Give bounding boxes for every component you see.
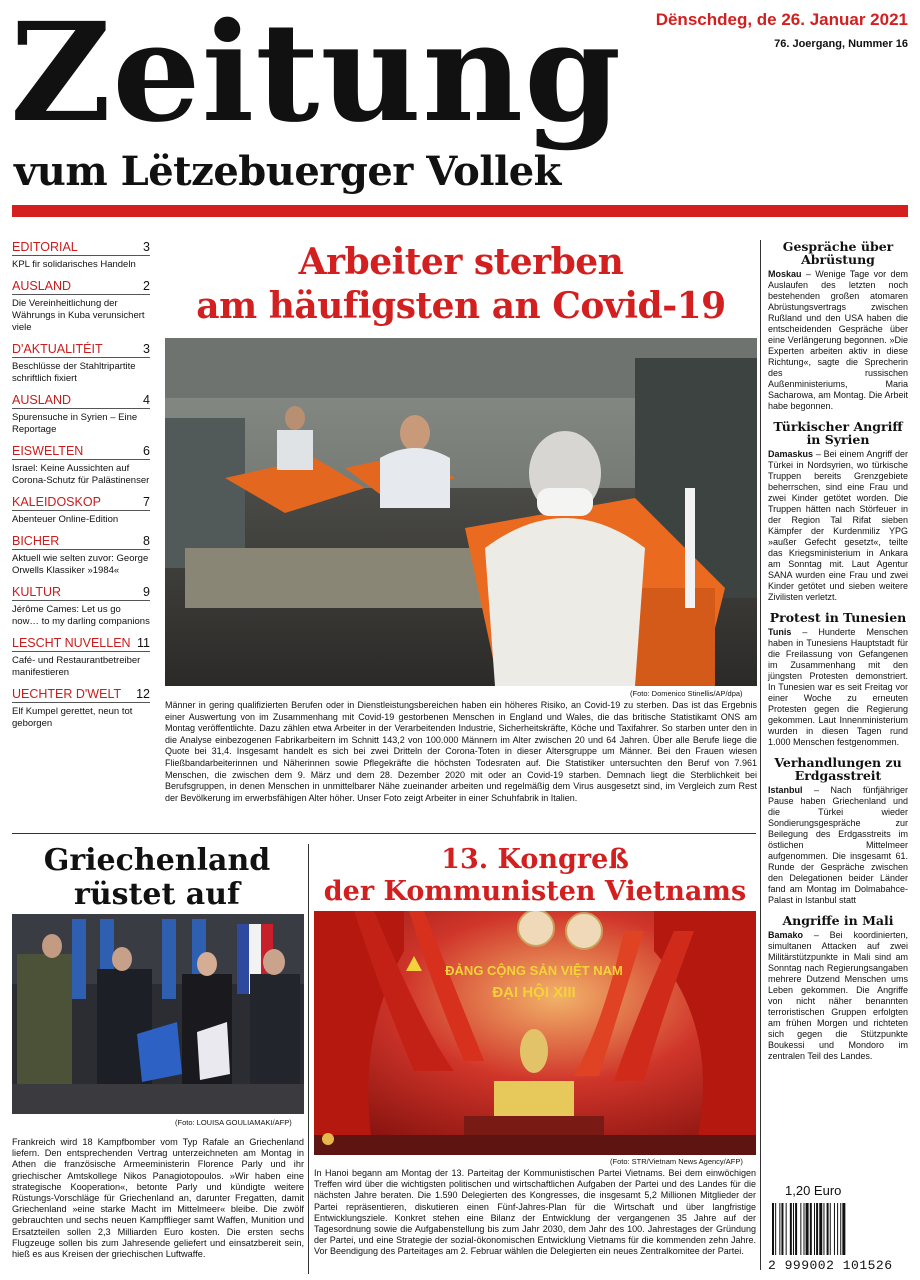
issue-number: 76. Joergang, Nummer 16 (774, 38, 908, 50)
toc-page-number: 3 (143, 240, 150, 254)
toc-page-number: 3 (143, 342, 150, 356)
toc-entry[interactable] (12, 393, 150, 436)
vietnam-headline[interactable] (314, 844, 756, 908)
barcode-bar (827, 1203, 829, 1255)
brief-item[interactable] (768, 914, 908, 1062)
barcode-bar (830, 1203, 831, 1255)
brief-text: – Hunderte Menschen haben in Tunesiens Hauptstadt für die Freilassung von Gefangenen im Zusammenhang mit den jüngsten Protesten demonstriert. In Tunesien war es seit Freitag vor einer Woche zu erneuten Protesten gegen die Regierung gekommen. Laut Innenministerium wurden in diesen Tagen rund 1.000 Menschen festgenommen. (768, 627, 908, 747)
brief-headline: Türkischer Angriff in Syrien (773, 419, 903, 447)
toc-page-number: 11 (137, 636, 150, 650)
brief-headline: Gespräche über Abrüstung (782, 239, 894, 267)
toc-section-name: EISWELTEN (12, 444, 84, 458)
brief-headline: Protest in Tunesien (769, 610, 907, 625)
toc-entry[interactable] (12, 534, 150, 577)
barcode-bar (790, 1203, 792, 1255)
column-divider (308, 844, 309, 1274)
brief-item[interactable] (768, 756, 908, 906)
barcode-bar (793, 1203, 794, 1255)
toc-page-number: 4 (143, 393, 150, 407)
barcode-bar (819, 1203, 822, 1255)
masthead-title: Zeitung (10, 0, 623, 153)
brief-dateline: Tunis (768, 627, 792, 637)
brief-dateline: Bamako (768, 930, 804, 940)
barcode-bar (786, 1203, 787, 1255)
toc-description: Beschlüsse der Stahltripartite schriftlich fixiert (12, 361, 136, 384)
brief-dateline: Damaskus (768, 449, 814, 459)
barcode-bar (823, 1203, 824, 1255)
toc-description: KPL fir solidarisches Handeln (12, 259, 136, 270)
toc-entry[interactable] (12, 495, 150, 526)
brief-text: – Bei einem Angriff der Türkei in Nordsyrien, wo türkische Truppen bereits Grenzgebiete beherrschen, sind eine Frau und zwei Kinder getötet worden. Die Truppen hätten nach Störfeuer in der Region Tal Rifat sieben Kämpfer der Kurdenmiliz YPG »außer Gefecht gesetzt«, teilte das Kriegsministerium in Ankara am Sonntag mit. Laut Agentur SANA wurden eine Frau und zwei Kinder getötet und sieben weitere Zivilisten verletzt. (768, 449, 908, 602)
toc-section-name: KALEIDOSKOP (12, 495, 101, 509)
barcode-bar (840, 1203, 841, 1255)
masthead-rule (12, 205, 908, 217)
barcode-bar (834, 1203, 835, 1255)
price: 1,20 Euro (785, 1183, 842, 1198)
barcode (770, 1203, 908, 1261)
brief-item[interactable] (768, 240, 908, 412)
toc-section-name: AUSLAND (12, 393, 72, 407)
toc-description: Café- und Restaurantbetreiber manifestieren (12, 655, 141, 678)
vietnam-photo (314, 911, 756, 1155)
greece-headline-line: rüstet auf (74, 877, 240, 912)
lead-photo (165, 338, 757, 686)
lead-body: Männer in gering qualifizierten Berufen oder in Dienstleistungsbereichen haben ein höheres Risiko, an Covid-19 zu sterben. Das ist das Ergebnis einer Auswertung von im Zusammenhang mit Covid-19 gestorbenen Menschen in England und Wales, die das britische Statistikamt ONS am Montag veröffentlichte. Dazu zählen etwa Arbeiter in der Verarbeitenden Industrie, Sicherheitskräfte, Köche und Taxifahrer. So starben unter den in die Analyse einbezogenen Fabrikarbeitern im Schnitt 143,2 von 100.000 Männern im Alter zwischen 20 und 64 Jahren. Über alle Berufe liege die Quote bei 31,4. Insgesamt handelt es sich bei zwei Dritteln der Corona-Toten in dieser Altersgruppe um Männer. Bei den Frauen wiesen Fließbandarbeiterinnen und Näherinnen sowie Pflegekräfte die höchsten Todesraten auf. Die Statistiker untersuchten den Beruf von 7.961 Menschen, die zwischen dem 9. März und dem 28. Dezember 2020 mit oder an Covid-19 starben. Demnach liegt die Sterblichkeit bei Berufsgruppen, in denen Menschen in unmittelbarer Nähe zueinander arbeiten und regelmäßig dem Virus ausgesetzt sind, im Vergleich zum Rest der Bevölkerung im erwerbsfähigen Alter höher. Unser Foto zeigt Arbeiter in einer Schuhfabrik in Italien. (165, 700, 757, 803)
vietnam-headline-line: 13. Kongreß (441, 844, 629, 875)
barcode-bar (842, 1203, 845, 1255)
toc-description: Abenteuer Online-Edition (12, 514, 119, 525)
barcode-bar (810, 1203, 812, 1255)
lead-headline-line: Arbeiter sterben (298, 241, 624, 283)
vietnam-banner-line: ĐẢNG CỘNG SẢN VIỆT NAM (445, 963, 623, 978)
barcode-bar (800, 1203, 801, 1255)
toc-section-name: LESCHT NUVELLEN (12, 636, 131, 650)
brief-item[interactable] (768, 611, 908, 748)
toc-description: Spurensuche in Syrien – Eine Reportage (12, 412, 138, 435)
brief-text: – Wenige Tage vor dem Auslaufen des letzten noch bestehenden großen atomaren Abrüstungsvertrags zwischen Rußland und den USA haben die entscheidenden Gespräche über eine Verlängerung begonnen. »Die Experten arbeiten aktiv in diese Richtung«, sagte die Sprecherin des russischen Außenministeriums, Maria Sacharowa, am Montag. Die Arbeit habe begonnen. (768, 269, 908, 411)
vietnam-photo-credit: (Foto: STR/Vietnam News Agency/AFP) (610, 1157, 743, 1166)
toc-page-number: 9 (143, 585, 150, 599)
toc-section-name: EDITORIAL (12, 240, 78, 254)
vietnam-banner-line: ĐẠI HỘI XIII (492, 984, 576, 1001)
toc-description: Elf Kumpel gerettet, neun tot geborgen (12, 706, 133, 729)
lead-headline[interactable] (165, 240, 757, 328)
toc-entry[interactable] (12, 279, 150, 334)
news-briefs (768, 240, 908, 1070)
barcode-bar (795, 1203, 797, 1255)
barcode-bar (837, 1203, 838, 1255)
toc-entry[interactable] (12, 444, 150, 487)
toc-description: Jérôme Cames: Let us go now… to my darling companions (12, 604, 150, 627)
toc-section-name: UECHTER D'WELT (12, 687, 122, 701)
barcode-bar (804, 1203, 805, 1255)
toc-section-name: KULTUR (12, 585, 62, 599)
toc-page-number: 6 (143, 444, 150, 458)
barcode-bar (781, 1203, 783, 1255)
brief-text: – Nach fünfjähriger Pause haben Griechenland und die Türkei wieder Sondierungsgespräche zur Beilegung des Erdgasstreits im östlichen Mittelmeer aufgenommen. Die insgesamt 61. Runde der Gespräche zwischen den Delegationen beider Länder fand am Montag im Dolmabahce-Palast in Istanbul statt (768, 785, 908, 905)
toc-page-number: 8 (143, 534, 150, 548)
greece-body: Frankreich wird 18 Kampfbomber vom Typ Rafale an Griechenland liefern. Den entsprechenden Vertrag unterzeichneten am Montag in Athen die französische Armeeministerin Florence Parly und ihr griechischer Amtskollege Nikos Panagiotopoulos. »Wir haben eine strategische Kooperation«, betonte Parly und kündigte weitere Rüstungs-Vorschläge für Griechenland an, darunter Fregatten, damit Griechenland »eine starke Macht im Mittelmeer« bleibe. Die zwölf gebrauchten und sechs neuen Kampfflieger samt Waffen, Munition und Ersatzteilen sollen 2,3 Milliarden Euro kosten. Die ersten sechs Flugzeuge sollen bis zum Jahresende geliefert und einsatzbereit sein, hieß es aus Kreisen der griechischen Luftwaffe. (12, 1137, 304, 1260)
toc-section-name: BICHER (12, 534, 60, 548)
toc-entry[interactable] (12, 636, 150, 679)
toc-entry[interactable] (12, 240, 150, 271)
barcode-bar (814, 1203, 815, 1255)
barcode-bar (816, 1203, 818, 1255)
toc-description: Israel: Keine Aussichten auf Corona-Schutz für Palästinenser (12, 463, 150, 486)
vietnam-headline-line: der Kommunisten Vietnams (323, 876, 747, 907)
lead-headline-line: am häufigsten an Covid-19 (196, 285, 726, 327)
table-of-contents (12, 240, 150, 738)
toc-entry[interactable] (12, 687, 150, 730)
toc-section-name: D'AKTUALITÉIT (12, 342, 103, 356)
greece-headline[interactable] (12, 844, 302, 912)
lead-photo-credit: (Foto: Domenico Stinellis/AP/dpa) (630, 689, 743, 698)
brief-dateline: Istanbul (768, 785, 803, 795)
greece-photo-credit: (Foto: LOUISA GOULIAMAKI/AFP) (175, 1118, 292, 1127)
brief-item[interactable] (768, 420, 908, 603)
barcode-bar (775, 1203, 776, 1255)
brief-text: – Bei koordinierten, simultanen Attacken auf zwei Militärstützpunkte in Mali sind am Sonntag nach Regierungsangaben mehrere Dutzend Menschen ums Leben gekommen. Die Angriffe von nicht näher benannten terroristischen Gruppen erfolgten am frühen Morgen und richteten sich gegen die Stützpunkte Boukessi und Mondoro im zentralen Teil des Landes. (768, 930, 908, 1061)
toc-section-name: AUSLAND (12, 279, 72, 293)
toc-page-number: 2 (143, 279, 150, 293)
brief-dateline: Moskau (768, 269, 802, 279)
barcode-bar (772, 1203, 774, 1255)
barcode-bar (779, 1203, 780, 1255)
section-divider (12, 833, 756, 834)
barcode-number: 2 999002 101526 (768, 1258, 893, 1273)
vietnam-body: In Hanoi begann am Montag der 13. Parteitag der Kommunistischen Partei Vietnams. Bei dem einwöchigen Treffen wird über die wichtigsten politischen und wirtschaftlichen Aufgaben der Partei und des Landes für die nächsten Jahre beraten. Die 1.590 Delegierten des Kongresses, die insgesamt 5,2 Millionen Mitglieder der Partei repräsentieren, diskutieren einen Fünf-Jahres-Plan für die Wirtschaft und über langfristige Entwicklungsziele. Konkret stehen eine Bilanz der Entwicklung der vergangenen 35 Jahre auf der Tagesordnung sowie die Aufgabenstellung bis zum Jahr 2030, dem Jahr des 100. Jahrestages der Gründung der Partei, und eine Strategie der sozial-ökonomischen Entwicklung Vietnams für die kommenden zehn Jahre. Vor Beendigung des Parteitages am 2. Februar wählen die Delegierten ein neues Zentralkomitee der Partei. (314, 1168, 756, 1257)
toc-entry[interactable] (12, 342, 150, 385)
masthead-subtitle: vum Lëtzebuerger Vollek (14, 148, 561, 195)
barcode-bar (806, 1203, 809, 1255)
greece-photo (12, 914, 304, 1114)
toc-page-number: 7 (143, 495, 150, 509)
greece-headline-line: Griechenland (43, 843, 271, 878)
brief-headline: Angriffe in Mali (782, 913, 894, 928)
issue-date: Dënschdeg, de 26. Januar 2021 (655, 10, 908, 29)
toc-description: Die Vereinheitlichung der Währungs in Kuba verunsichert viele (12, 298, 145, 333)
toc-entry[interactable] (12, 585, 150, 628)
brief-headline: Verhandlungen zu Erdgasstreit (774, 755, 902, 783)
toc-page-number: 12 (136, 687, 150, 701)
column-divider (760, 240, 761, 1270)
toc-description: Aktuell wie selten zuvor: George Orwells Klassiker »1984« (12, 553, 149, 576)
